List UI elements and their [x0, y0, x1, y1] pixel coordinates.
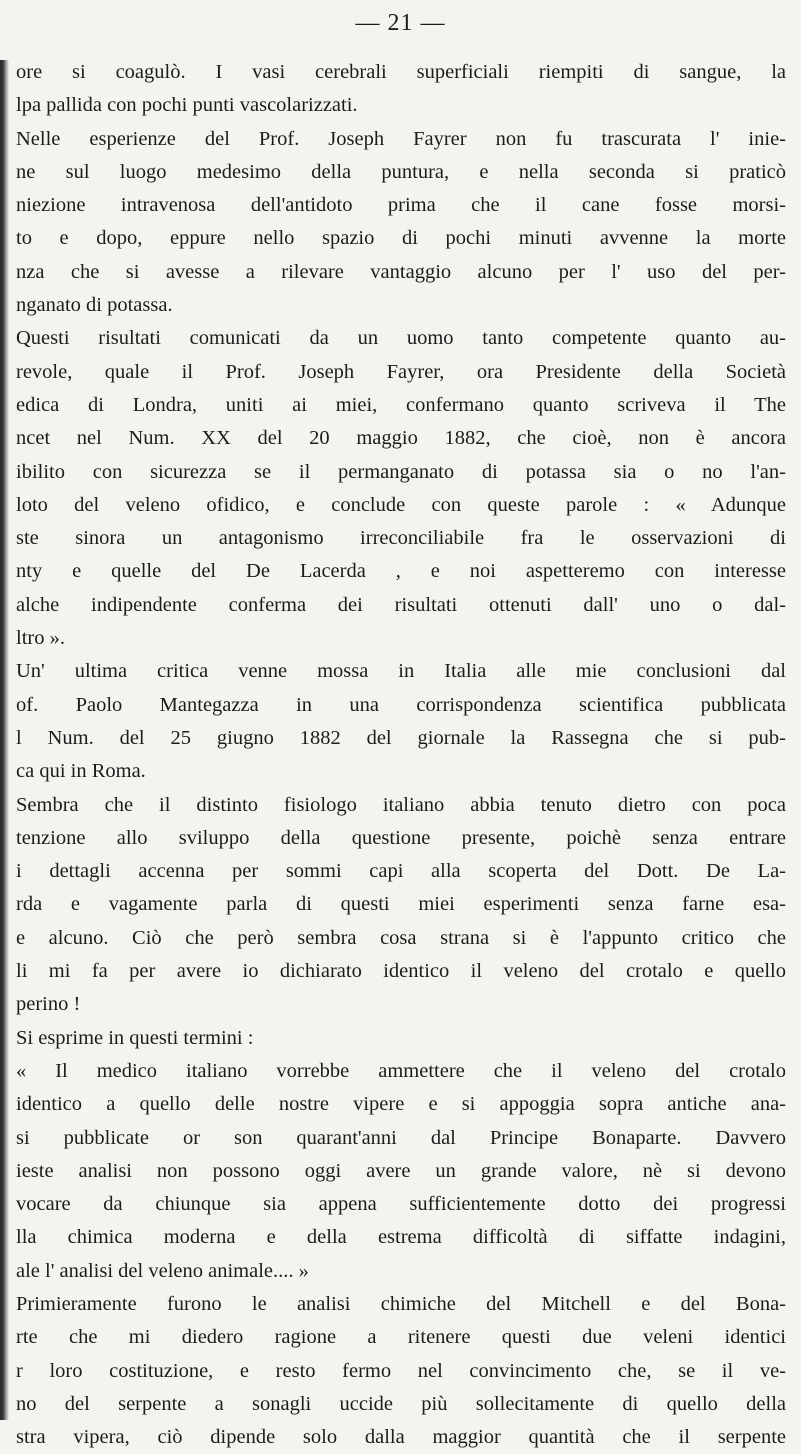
- text-line: Un' ultima critica venne mossa in Italia alle mie conclusioni dal: [16, 660, 786, 683]
- page-number-header: — 21 —: [355, 10, 446, 36]
- text-line: rte che mi diedero ragione a ritenere questi due veleni identici: [16, 1326, 786, 1349]
- text-line: Nelle esperienze del Prof. Joseph Fayrer non fu trascurata l' inie-: [16, 127, 786, 150]
- text-line: Sembra che il distinto fisiologo italiano abbia tenuto dietro con poca: [16, 793, 786, 816]
- text-line: nty e quelle del De Lacerda , e noi aspetteremo con interesse: [16, 560, 786, 583]
- text-line: loto del veleno ofidico, e conclude con queste parole : « Adunque: [16, 493, 786, 516]
- text-line: lla chimica moderna e della estrema difficoltà di siffatte indagini,: [16, 1226, 786, 1249]
- text-line: identico a quello delle nostre vipere e si appoggia sopra antiche ana-: [16, 1093, 786, 1116]
- text-line: alche indipendente conferma dei risultati ottenuti dall' uno o dal-: [16, 593, 786, 616]
- text-line: Primieramente furono le analisi chimiche del Mitchell e del Bona-: [16, 1292, 786, 1315]
- text-line: ncet nel Num. XX del 20 maggio 1882, che cioè, non è ancora: [16, 427, 786, 450]
- text-line: ne sul luogo medesimo della puntura, e nella seconda si praticò: [16, 160, 786, 183]
- text-line: vocare da chiunque sia appena sufficientemente dotto dei progressi: [16, 1193, 786, 1216]
- text-line: stra vipera, ciò dipende solo dalla maggior quantità che il serpente: [16, 1426, 786, 1449]
- text-line: of. Paolo Mantegazza in una corrispondenza scientifica pubblicata: [16, 693, 786, 716]
- page-binding-edge: [0, 60, 9, 1420]
- text-line: nza che si avesse a rilevare vantaggio alcuno per l' uso del per-: [16, 260, 786, 283]
- text-line: revole, quale il Prof. Joseph Fayrer, ora Presidente della Società: [16, 360, 786, 383]
- text-line: ca qui in Roma.: [16, 760, 146, 783]
- text-line: to e dopo, eppure nello spazio di pochi minuti avvenne la morte: [16, 227, 786, 250]
- text-line: edica di Londra, uniti ai miei, confermano quanto scriveva il The: [16, 393, 786, 416]
- text-line: Si esprime in questi termini :: [16, 1026, 254, 1049]
- text-line: i dettagli accenna per sommi capi alla scoperta del Dott. De La-: [16, 860, 786, 883]
- text-line: ore si coagulò. I vasi cerebrali superficiali riempiti di sangue, la: [16, 61, 786, 83]
- text-line: perino !: [16, 993, 81, 1016]
- text-line: tenzione allo sviluppo della questione presente, poichè senza entrare: [16, 826, 786, 849]
- text-line: ibilito con sicurezza se il permanganato di potassa sia o no l'an-: [16, 460, 786, 483]
- text-line: ste sinora un antagonismo irreconciliabile fra le osservazioni di: [16, 527, 786, 550]
- text-line: r loro costituzione, e resto fermo nel convincimento che, se il ve-: [16, 1359, 786, 1382]
- text-line: ale l' analisi del veleno animale.... »: [16, 1259, 309, 1282]
- text-line: si pubblicate or son quarant'anni dal Principe Bonaparte. Davvero: [16, 1126, 786, 1149]
- text-line: « Il medico italiano vorrebbe ammettere che il veleno del crotalo: [16, 1059, 786, 1082]
- text-line: ieste analisi non possono oggi avere un grande valore, nè si devono: [16, 1159, 786, 1182]
- text-line: Questi risultati comunicati da un uomo tanto competente quanto au-: [16, 327, 786, 350]
- text-line: l Num. del 25 giugno 1882 del giornale la Rassegna che si pub-: [16, 726, 786, 749]
- text-line: rda e vagamente parla di questi miei esperimenti senza farne esa-: [16, 893, 786, 916]
- text-line: ltro ».: [16, 627, 65, 650]
- body-text: [16, 56, 786, 1454]
- text-line: li mi fa per avere io dichiarato identico il veleno del crotalo e quello: [16, 960, 786, 983]
- text-line: e alcuno. Ciò che però sembra cosa strana si è l'appunto critico che: [16, 926, 786, 949]
- text-line: no del serpente a sonagli uccide più sollecitamente di quello della: [16, 1392, 786, 1415]
- text-line: nganato di potassa.: [16, 294, 173, 317]
- text-line: lpa pallida con pochi punti vascolarizzati.: [16, 94, 358, 117]
- text-line: niezione intravenosa dell'antidoto prima che il cane fosse morsi-: [16, 194, 786, 217]
